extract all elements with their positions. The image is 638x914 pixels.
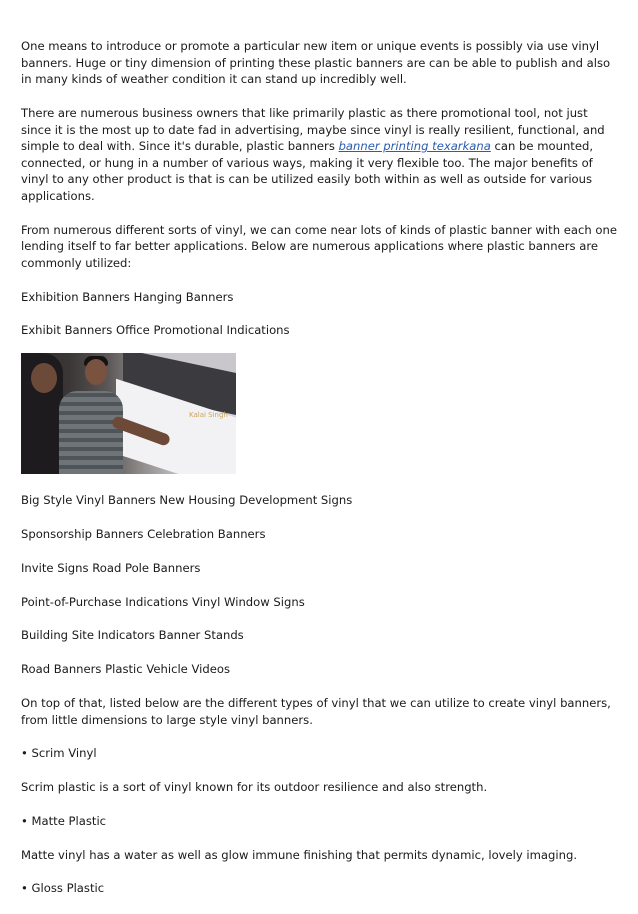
paragraph-text-start: There are numerous business owners that like primarily plastic as there promotional tool, not just since it is the most up to date fad in advertising, maybe since vinyl is really resilient, functional, and simple to deal with. Since it's durable, plastic banners (21, 105, 605, 154)
list-line-6: Point-of-Purchase Indications Vinyl Window Signs (21, 594, 305, 609)
list-line-2: Exhibit Banners Office Promotional Indications (21, 323, 290, 338)
document-body (21, 38, 621, 914)
bullet-matte-plastic: • Matte Plastic (21, 813, 107, 828)
bullet-gloss-plastic: • Gloss Plastic (21, 881, 105, 896)
list-line-4: Sponsorship Banners Celebration Banners (21, 527, 266, 542)
list-line-1: Exhibition Banners Hanging Banners (21, 289, 234, 304)
photo-watermark: Kalai Singh (189, 411, 228, 420)
bullet-scrim-vinyl: • Scrim Vinyl (21, 746, 97, 761)
scrim-description: Scrim plastic is a sort of vinyl known for its outdoor resilience and also strength. (21, 780, 488, 795)
banner-printing-link[interactable]: banner printing texarkana (338, 139, 491, 154)
matte-description: Matte vinyl has a water as well as glow immune finishing that permits dynamic, lovely imaging. (21, 847, 578, 862)
business-owners-paragraph (21, 105, 621, 205)
list-line-7: Building Site Indicators Banner Stands (21, 628, 244, 643)
list-line-5: Invite Signs Road Pole Banners (21, 560, 201, 575)
paragraph-text-end: can be mounted, connected, or hung in a number of various ways, making it very flexible too. The major benefits of vinyl to any other product is that is can be utilized easily both within as well as outside for various applications. (21, 139, 594, 203)
list-line-3: Big Style Vinyl Banners New Housing Development Signs (21, 493, 353, 508)
applications-paragraph: From numerous different sorts of vinyl, we can come near lots of kinds of plastic banner with each one lending itself to far better applications. Below are numerous applications where plastic banners are commonly utilized: (21, 222, 617, 270)
printer-photo (21, 353, 236, 474)
list-line-8: Road Banners Plastic Vehicle Videos (21, 662, 231, 677)
vinyl-types-paragraph: On top of that, listed below are the different types of vinyl that we can utilize to create vinyl banners, from little dimensions to large style vinyl banners. (21, 695, 611, 727)
intro-paragraph: One means to introduce or promote a particular new item or unique events is possibly via use vinyl banners. Huge or tiny dimension of printing these plastic banners are can be able to publish and also in many kinds of weather condition it can stand up incredibly well. (21, 39, 611, 87)
